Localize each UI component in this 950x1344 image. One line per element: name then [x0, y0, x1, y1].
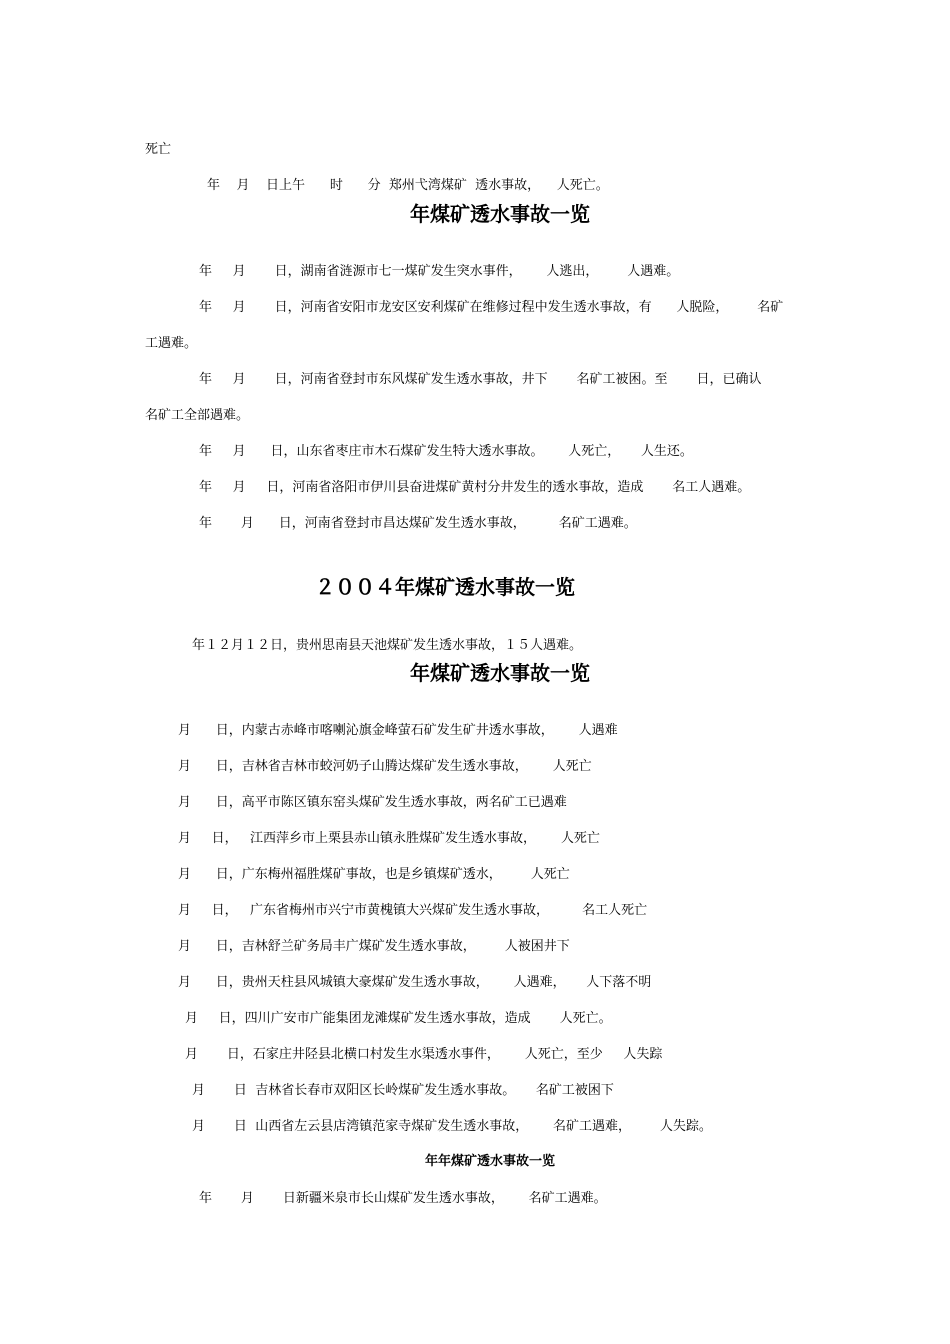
event-line: 月 日 吉林省长春市双阳区长岭煤矿发生透水事故。 名矿工被困下: [192, 1083, 614, 1098]
event-line: 年 月 日，山东省枣庄市木石煤矿发生特大透水事故。 人死亡， 人生还。: [199, 444, 693, 459]
event-line: 月 日，贵州天柱县风城镇大豪煤矿发生透水事故， 人遇难， 人下落不明: [178, 975, 652, 990]
event-line: 年 月 日，河南省洛阳市伊川县奋进煤矿黄村分井发生的透水事故，造成 名工人遇难。: [199, 480, 751, 495]
event-line: 年 月 日新疆米泉市长山煤矿发生透水事故， 名矿工遇难。: [199, 1191, 607, 1206]
event-line: 月 日， 广东省梅州市兴宁市黄槐镇大兴煤矿发生透水事故， 名工人死亡: [178, 903, 648, 918]
event-line: 月 日，内蒙古赤峰市喀喇沁旗金峰萤石矿发生矿井透水事故， 人遇难: [178, 723, 618, 738]
event-line: 月 日，广东梅州福胜煤矿事故，也是乡镇煤矿透水， 人死亡: [178, 867, 570, 882]
event-line: 年 月 日，湖南省涟源市七一煤矿发生突水事件， 人逃出， 人遇难。: [199, 264, 680, 279]
event-line: 月 日，吉林舒兰矿务局丰广煤矿发生透水事故， 人被困井下: [178, 939, 570, 954]
event-line: 年 月 日，河南省登封市东风煤矿发生透水事故，井下 名矿工被困。至 日，已确认: [199, 372, 762, 387]
section-title: 年煤矿透水事故一览: [410, 661, 590, 685]
continued-text: 死亡: [145, 142, 172, 157]
event-line: 年 月 日上午 时 分 郑州弋湾煤矿 透水事故， 人死亡。: [207, 178, 609, 193]
event-line: 年 月 日，河南省登封市昌达煤矿发生透水事故， 名矿工遇难。: [199, 516, 637, 531]
section-title: 年煤矿透水事故一览: [410, 202, 590, 226]
event-line: 月 日，四川广安市广能集团龙滩煤矿发生透水事故，造成 人死亡。: [185, 1011, 612, 1026]
section-title: ２００４年煤矿透水事故一览: [315, 575, 575, 599]
event-line: 月 日，高平市陈区镇东窑头煤矿发生透水事故，两名矿工已遇难: [178, 795, 567, 810]
event-line: 月 日， 江西萍乡市上栗县赤山镇永胜煤矿发生透水事故， 人死亡: [178, 831, 600, 846]
event-line: 月 日 山西省左云县店湾镇范家寺煤矿发生透水事故， 名矿工遇难， 人失踪。: [192, 1119, 712, 1134]
section-title: 年年煤矿透水事故一览: [424, 1154, 555, 1169]
event-line: 月 日，吉林省吉林市蛟河奶子山腾达煤矿发生透水事故， 人死亡: [178, 759, 592, 774]
event-line: 年 月 日，河南省安阳市龙安区安利煤矿在维修过程中发生透水事故，有 人脱险， 名矿: [199, 300, 784, 315]
event-line-continuation: 名矿工全部遇难。: [145, 408, 250, 423]
event-line: 年１２月１２日，贵州思南县天池煤矿发生透水事故，１５人遇难。: [192, 638, 583, 653]
event-line-continuation: 工遇难。: [145, 336, 198, 351]
event-line: 月 日，石家庄井陉县北横口村发生水渠透水事件， 人死亡，至少 人失踪: [185, 1047, 663, 1062]
